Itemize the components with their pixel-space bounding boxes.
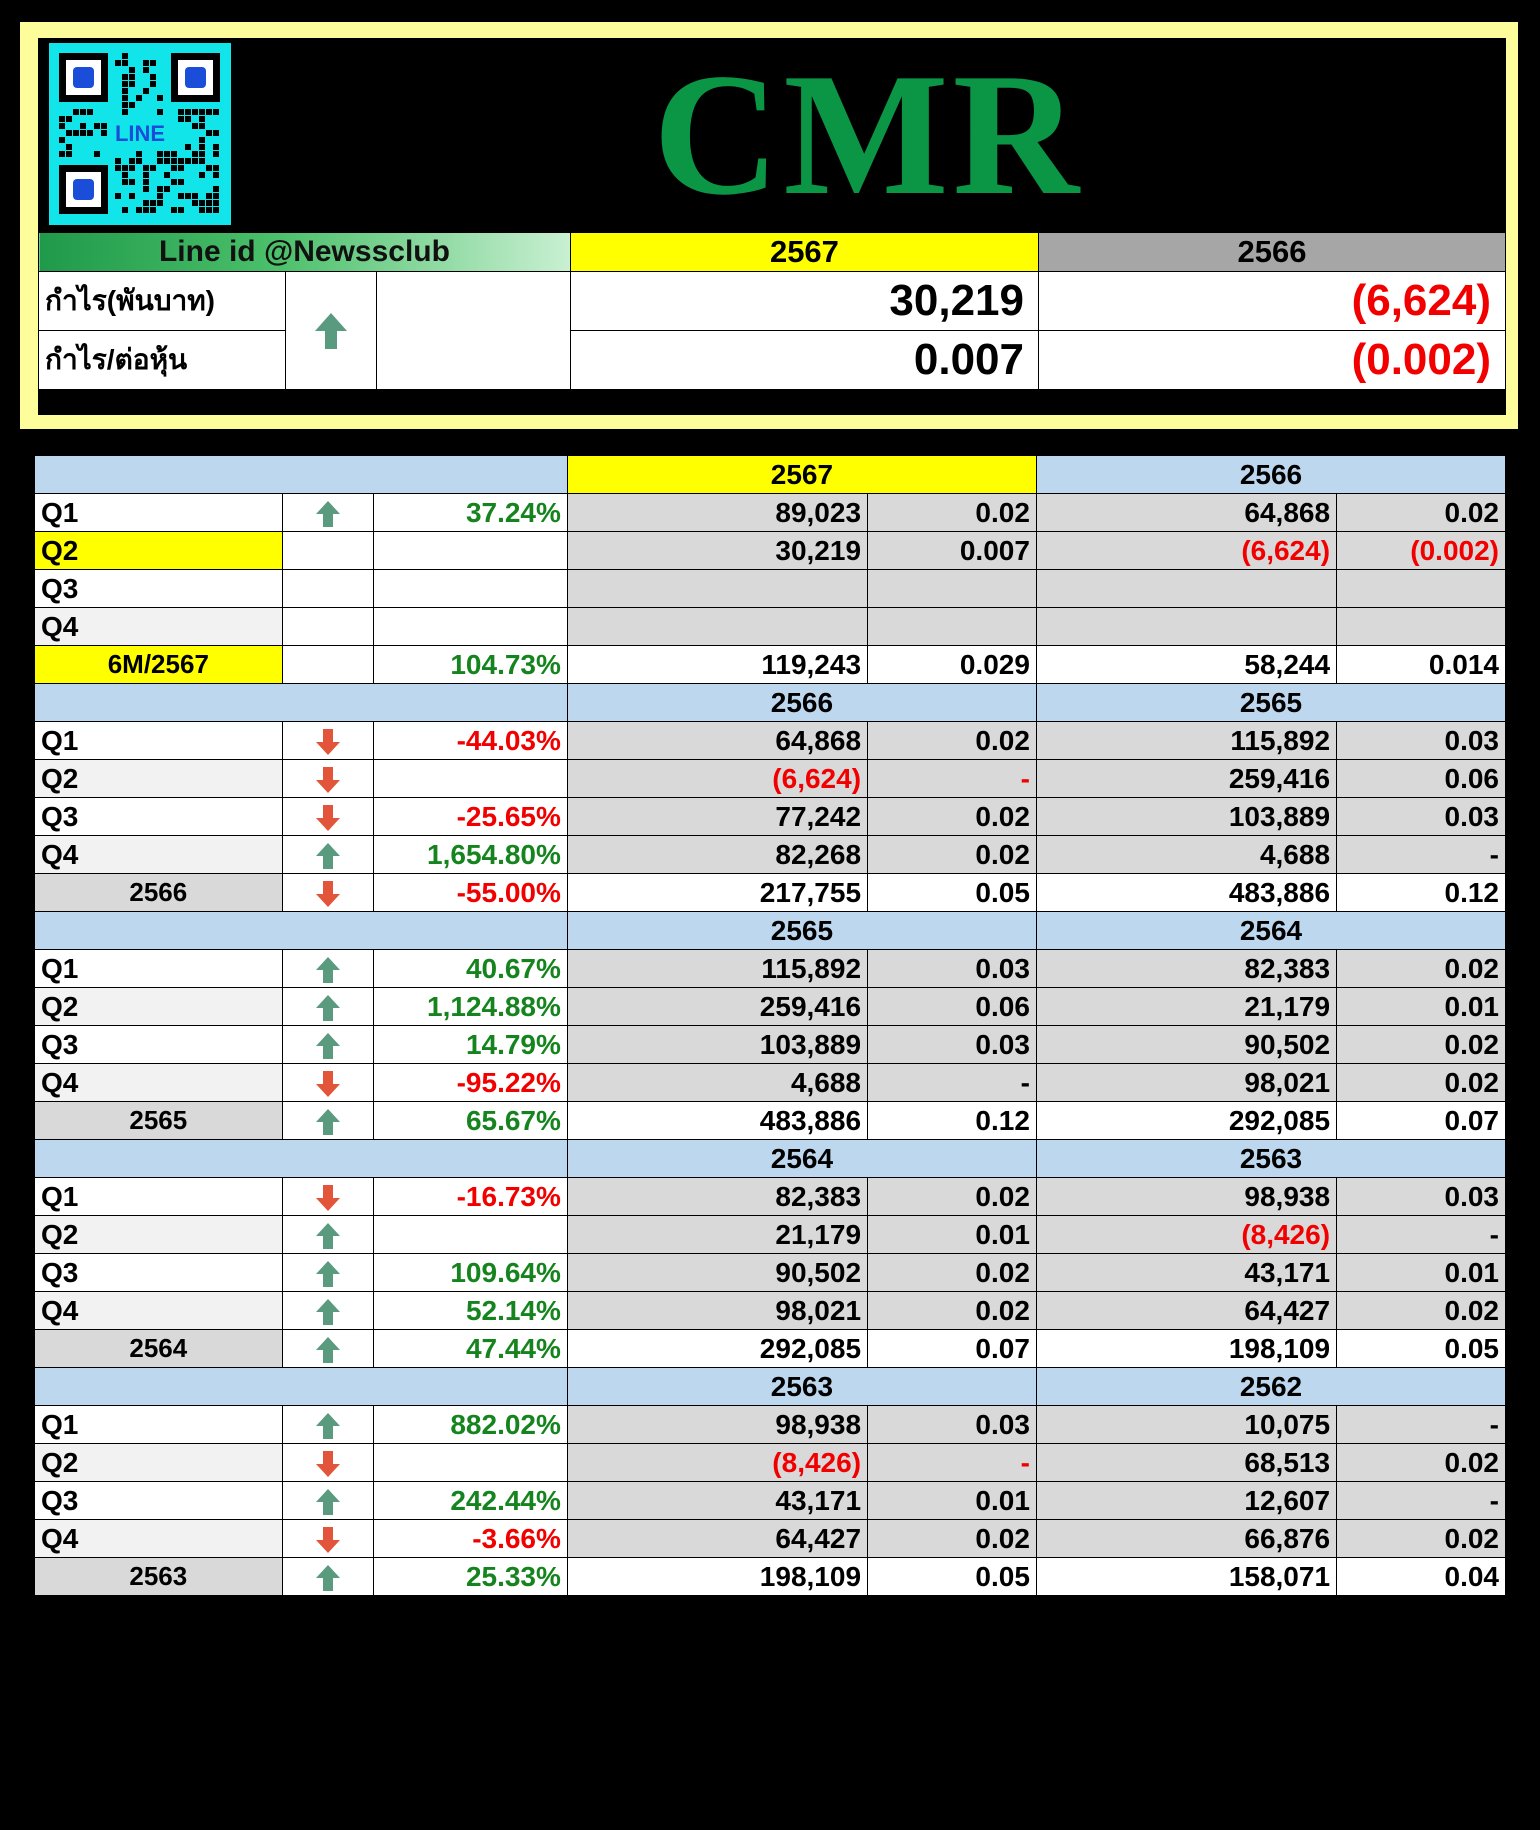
total-row [35,1102,1506,1140]
eps-a: 0.02 [868,1292,1037,1330]
growth-percent: -55.00% [373,874,567,912]
row-label: Q4 [35,1292,283,1330]
row-label: Q1 [35,722,283,760]
section-blank [35,1368,568,1406]
trend-cell [282,1406,373,1444]
profit-b: 292,085 [1036,1102,1336,1140]
profit-a: (6,624) [567,760,867,798]
trend-cell [282,798,373,836]
profit-a: 90,502 [567,1254,867,1292]
profit-a: 82,383 [567,1178,867,1216]
profit-b: (8,426) [1036,1216,1336,1254]
eps-a: 0.05 [868,1558,1037,1596]
eps-a: - [868,760,1037,798]
eps-a: 0.03 [868,950,1037,988]
trend-arrow-cell [286,272,377,390]
eps-b: - [1337,836,1506,874]
growth-percent: 109.64% [373,1254,567,1292]
profit-b: 98,938 [1036,1178,1336,1216]
profit-a: 64,868 [567,722,867,760]
profit-b: 21,179 [1036,988,1336,1026]
row-label: Q2 [35,1444,283,1482]
section-year-a: 2564 [567,1140,1036,1178]
qr-line-label: LINE [114,121,166,147]
eps-a: 0.02 [868,494,1037,532]
profit-b: 43,171 [1036,1254,1336,1292]
section-header-row [35,684,1506,722]
eps-a: - [868,1064,1037,1102]
eps-label: กำไร/ต่อหุ้น [39,331,286,390]
trend-cell [282,1216,373,1254]
up-arrow-icon [313,311,349,346]
row-label: 2565 [35,1102,283,1140]
eps-a: 0.07 [868,1330,1037,1368]
section-year-a: 2567 [567,456,1036,494]
eps-b: 0.02 [1337,950,1506,988]
trend-cell [282,1444,373,1482]
eps-row [39,331,1506,390]
down-arrow-icon [315,877,341,908]
up-arrow-icon [315,1029,341,1060]
quarter-row [35,570,1506,608]
eps-a: 0.02 [868,1254,1037,1292]
trend-cell [282,1558,373,1596]
profit-a: 77,242 [567,798,867,836]
eps-a: 0.12 [868,1102,1037,1140]
quarter-row [35,950,1506,988]
eps-a: 0.03 [868,1026,1037,1064]
profit-a: 98,938 [567,1406,867,1444]
up-arrow-icon [315,1333,341,1364]
trend-cell [282,646,373,684]
eps-b: 0.12 [1337,874,1506,912]
profit-a: 4,688 [567,1064,867,1102]
profit-a: 21,179 [567,1216,867,1254]
profit-a: 198,109 [567,1558,867,1596]
eps-b: 0.02 [1337,1292,1506,1330]
eps-b: 0.03 [1337,798,1506,836]
profit-a: 119,243 [567,646,867,684]
up-arrow-icon [315,1561,341,1592]
quarter-row [35,988,1506,1026]
eps-b: (0.002) [1337,532,1506,570]
total-row [35,874,1506,912]
trend-cell [282,760,373,798]
eps-b: 0.02 [1337,1064,1506,1102]
eps-b: 0.01 [1337,1254,1506,1292]
quarter-row [35,532,1506,570]
up-arrow-icon [315,1485,341,1516]
row-label: Q4 [35,1520,283,1558]
line-qr-code [49,43,231,225]
total-row [35,646,1506,684]
trend-cell [282,608,373,646]
quarter-row [35,1216,1506,1254]
eps-a: 0.02 [868,798,1037,836]
qr-code-icon [49,43,231,225]
profit-a: 43,171 [567,1482,867,1520]
trend-cell [282,1330,373,1368]
up-arrow-icon [315,1409,341,1440]
growth-percent [373,760,567,798]
eps-b: 0.01 [1337,988,1506,1026]
growth-percent: -16.73% [373,1178,567,1216]
profit-b: 12,607 [1036,1482,1336,1520]
line-id-label: Line id @Newssclub [39,233,571,272]
section-year-b: 2562 [1036,1368,1505,1406]
growth-percent: 37.24% [373,494,567,532]
eps-b: 0.03 [1337,722,1506,760]
profit-a: 292,085 [567,1330,867,1368]
eps-b: 0.06 [1337,760,1506,798]
profit-b: 259,416 [1036,760,1336,798]
section-header-row [35,1368,1506,1406]
summary-header-row [39,233,1506,272]
quarter-row [35,1254,1506,1292]
quarter-row [35,1292,1506,1330]
growth-percent: 242.44% [373,1482,567,1520]
profit-b: 10,075 [1036,1406,1336,1444]
quarter-row [35,608,1506,646]
section-year-b: 2565 [1036,684,1505,722]
section-blank [35,912,568,950]
row-label: Q3 [35,1482,283,1520]
profit-a: 103,889 [567,1026,867,1064]
header-card [20,22,1518,429]
row-label: Q1 [35,494,283,532]
up-arrow-icon [315,991,341,1022]
trend-cell [282,874,373,912]
quarter-row [35,1520,1506,1558]
up-arrow-icon [315,1295,341,1326]
down-arrow-icon [315,801,341,832]
growth-percent: -44.03% [373,722,567,760]
profit-a: 259,416 [567,988,867,1026]
growth-percent [373,1216,567,1254]
eps-a: 0.03 [868,1406,1037,1444]
row-label: 2564 [35,1330,283,1368]
profit-b: 483,886 [1036,874,1336,912]
growth-percent: 14.79% [373,1026,567,1064]
profit-b: 115,892 [1036,722,1336,760]
profit-b: 103,889 [1036,798,1336,836]
quarter-row [35,1064,1506,1102]
quarterly-table [34,455,1506,1596]
profit-a: 98,021 [567,1292,867,1330]
summary-table [38,232,1506,390]
trend-cell [282,1520,373,1558]
profit-a: 82,268 [567,836,867,874]
profit-b [1036,570,1336,608]
growth-percent: 882.02% [373,1406,567,1444]
eps-b: - [1337,1216,1506,1254]
growth-percent: 40.67% [373,950,567,988]
section-year-b: 2566 [1036,456,1505,494]
profit-b: 90,502 [1036,1026,1336,1064]
eps-b: - [1337,1482,1506,1520]
section-blank [35,1140,568,1178]
growth-percent [373,532,567,570]
profit-a: 217,755 [567,874,867,912]
quarter-row [35,760,1506,798]
quarter-row [35,1406,1506,1444]
profit-current: 30,219 [570,272,1038,331]
eps-b [1337,570,1506,608]
eps-b: 0.04 [1337,1558,1506,1596]
profit-b: 4,688 [1036,836,1336,874]
row-label: Q2 [35,1216,283,1254]
trend-cell [282,570,373,608]
year-prev-header: 2566 [1039,233,1506,272]
eps-current: 0.007 [570,331,1038,390]
up-arrow-icon [315,1219,341,1250]
eps-a: 0.01 [868,1482,1037,1520]
row-label: Q1 [35,1406,283,1444]
section-header-row [35,912,1506,950]
eps-a: 0.06 [868,988,1037,1026]
eps-b: 0.02 [1337,1026,1506,1064]
profit-a: 483,886 [567,1102,867,1140]
eps-a: 0.01 [868,1216,1037,1254]
down-arrow-icon [315,1181,341,1212]
eps-a [868,570,1037,608]
trend-cell [282,722,373,760]
profit-b: 82,383 [1036,950,1336,988]
growth-percent: 104.73% [373,646,567,684]
eps-a: 0.05 [868,874,1037,912]
growth-percent: 25.33% [373,1558,567,1596]
growth-percent: -95.22% [373,1064,567,1102]
section-header-row [35,1140,1506,1178]
trend-cell [282,494,373,532]
profit-label: กำไร(พันบาท) [39,272,286,331]
row-label: Q3 [35,798,283,836]
row-label: Q4 [35,608,283,646]
section-blank [35,684,568,722]
trend-cell [282,1292,373,1330]
eps-a: 0.02 [868,722,1037,760]
eps-a: 0.02 [868,1520,1037,1558]
growth-percent [373,1444,567,1482]
eps-b: 0.014 [1337,646,1506,684]
stock-title: CMR [653,37,1083,231]
eps-a [868,608,1037,646]
up-arrow-icon [315,839,341,870]
up-arrow-icon [315,497,341,528]
down-arrow-icon [315,1447,341,1478]
row-label: Q3 [35,1026,283,1064]
total-row [35,1558,1506,1596]
quarter-row [35,1026,1506,1064]
row-label: 2563 [35,1558,283,1596]
section-year-b: 2564 [1036,912,1505,950]
trend-cell [282,1254,373,1292]
profit-prev: (6,624) [1039,272,1506,331]
profit-a: 64,427 [567,1520,867,1558]
growth-percent: -3.66% [373,1520,567,1558]
eps-a: 0.029 [868,646,1037,684]
trend-cell [282,950,373,988]
eps-b: 0.02 [1337,1444,1506,1482]
quarter-row [35,494,1506,532]
section-year-a: 2566 [567,684,1036,722]
down-arrow-icon [315,1067,341,1098]
eps-b: 0.03 [1337,1178,1506,1216]
quarter-row [35,722,1506,760]
growth-percent: 65.67% [373,1102,567,1140]
row-label: Q2 [35,988,283,1026]
down-arrow-icon [315,1523,341,1554]
row-label: Q3 [35,570,283,608]
quarter-row [35,1482,1506,1520]
profit-b: 68,513 [1036,1444,1336,1482]
profit-a: 89,023 [567,494,867,532]
page-frame [18,20,1522,1801]
profit-a: (8,426) [567,1444,867,1482]
growth-percent [373,570,567,608]
growth-percent: 1,124.88% [373,988,567,1026]
row-label: 6M/2567 [35,646,283,684]
growth-percent: -25.65% [373,798,567,836]
growth-percent: 52.14% [373,1292,567,1330]
profit-b: 58,244 [1036,646,1336,684]
profit-b [1036,608,1336,646]
summary-blank-cell [377,272,571,390]
profit-b: 64,868 [1036,494,1336,532]
profit-a [567,608,867,646]
eps-a: 0.02 [868,836,1037,874]
profit-b: (6,624) [1036,532,1336,570]
row-label: Q2 [35,760,283,798]
profit-b: 64,427 [1036,1292,1336,1330]
section-year-b: 2563 [1036,1140,1505,1178]
profit-a: 115,892 [567,950,867,988]
growth-percent [373,608,567,646]
row-label: Q4 [35,1064,283,1102]
year-current-header: 2567 [570,233,1038,272]
trend-cell [282,1026,373,1064]
eps-b: - [1337,1406,1506,1444]
eps-b: 0.02 [1337,494,1506,532]
growth-percent: 1,654.80% [373,836,567,874]
profit-b: 198,109 [1036,1330,1336,1368]
eps-b: 0.05 [1337,1330,1506,1368]
profit-a [567,570,867,608]
profit-row [39,272,1506,331]
eps-a: 0.007 [868,532,1037,570]
row-label: Q2 [35,532,283,570]
profit-b: 98,021 [1036,1064,1336,1102]
row-label: 2566 [35,874,283,912]
eps-prev: (0.002) [1039,331,1506,390]
section-year-a: 2565 [567,912,1036,950]
eps-a: 0.02 [868,1178,1037,1216]
trend-cell [282,532,373,570]
section-header-row [35,456,1506,494]
trend-cell [282,988,373,1026]
row-label: Q4 [35,836,283,874]
trend-cell [282,1482,373,1520]
down-arrow-icon [315,725,341,756]
row-label: Q1 [35,1178,283,1216]
row-label: Q1 [35,950,283,988]
header-inner [38,38,1506,415]
profit-b: 66,876 [1036,1520,1336,1558]
down-arrow-icon [315,763,341,794]
eps-b: 0.02 [1337,1520,1506,1558]
quarter-row [35,1444,1506,1482]
section-blank [35,456,568,494]
trend-cell [282,1102,373,1140]
profit-b: 158,071 [1036,1558,1336,1596]
growth-percent: 47.44% [373,1330,567,1368]
quarter-row [35,1178,1506,1216]
up-arrow-icon [315,953,341,984]
trend-cell [282,1178,373,1216]
quarter-row [35,798,1506,836]
row-label: Q3 [35,1254,283,1292]
up-arrow-icon [315,1105,341,1136]
total-row [35,1330,1506,1368]
section-year-a: 2563 [567,1368,1036,1406]
quarter-row [35,836,1506,874]
eps-a: - [868,1444,1037,1482]
profit-a: 30,219 [567,532,867,570]
eps-b [1337,608,1506,646]
trend-cell [282,1064,373,1102]
up-arrow-icon [315,1257,341,1288]
trend-cell [282,836,373,874]
eps-b: 0.07 [1337,1102,1506,1140]
